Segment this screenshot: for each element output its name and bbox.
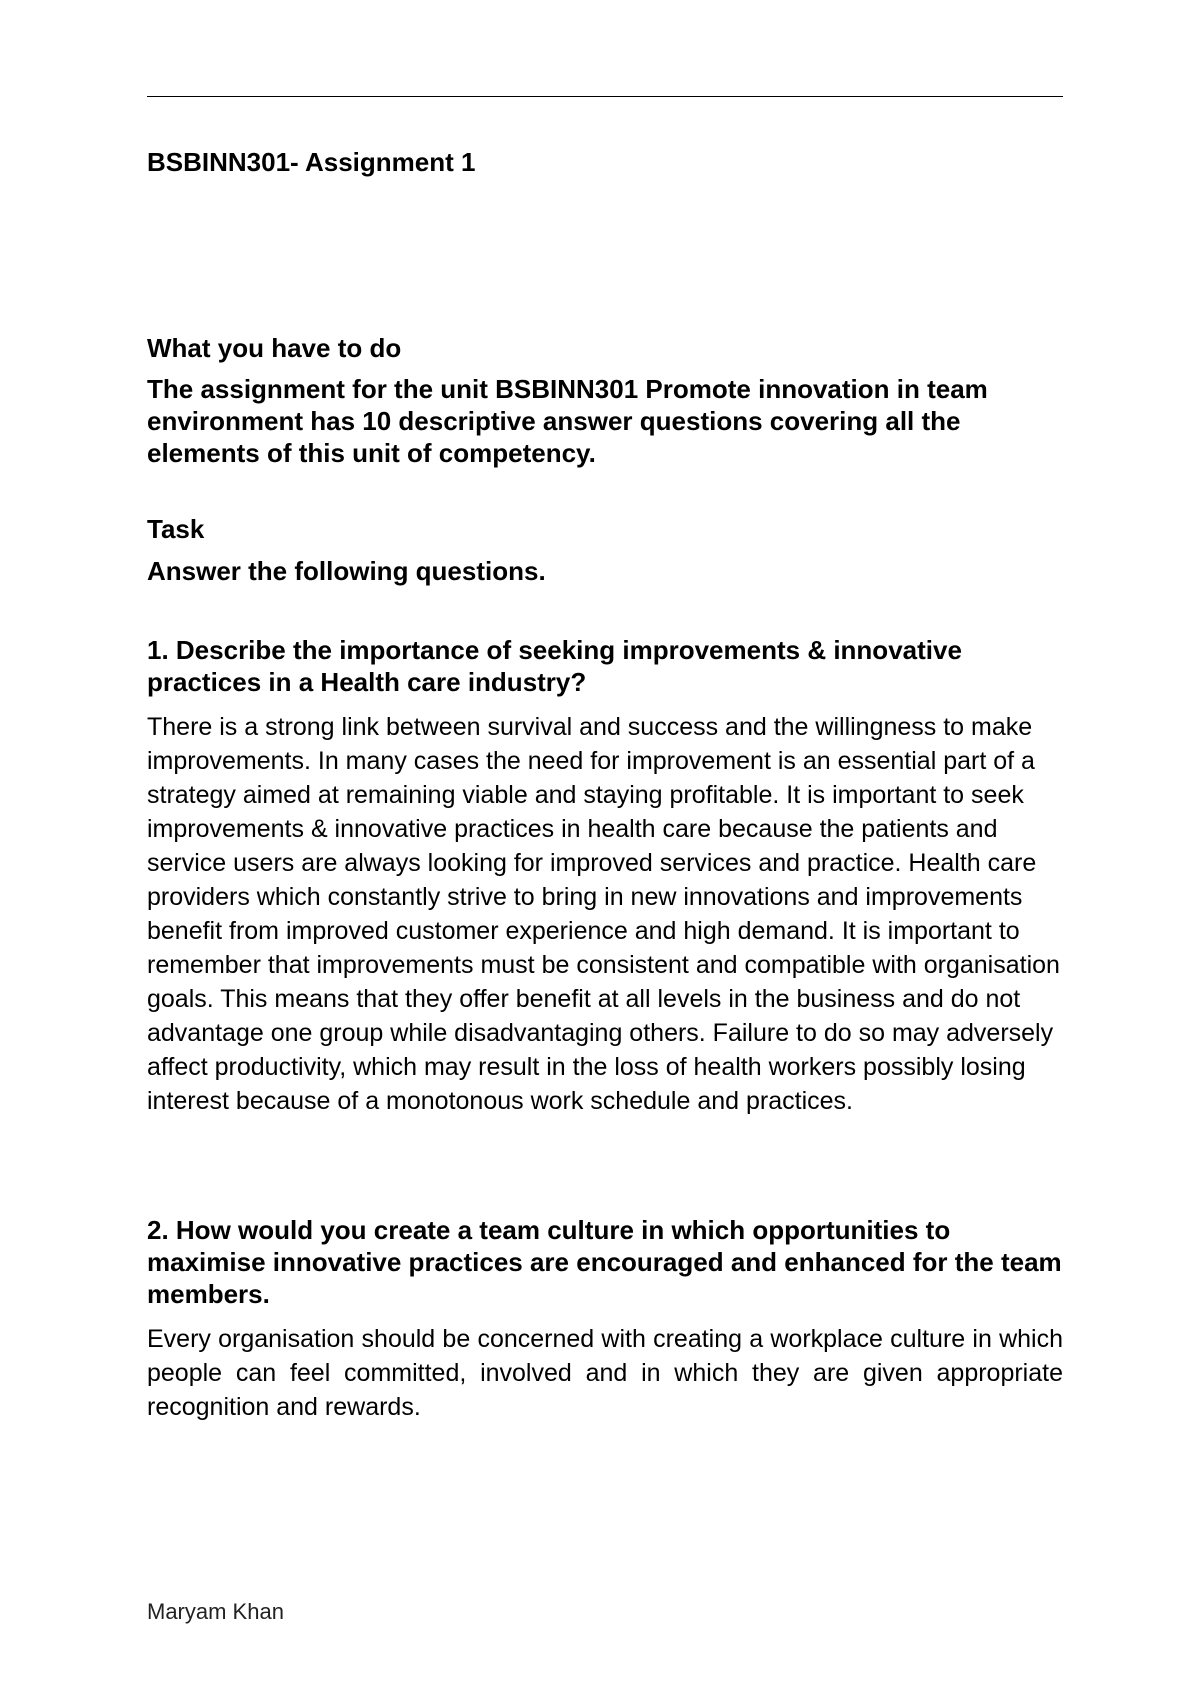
footer-author: Maryam Khan [147, 1599, 284, 1624]
answer-2: Every organisation should be concerned with creating a workplace culture in which people can feel committed, involved and in which they are given appropriate recognition and rewards. [147, 1325, 1063, 1421]
question-1: 1. Describe the importance of seeking improvements & innovative practices in a Health care industry? [147, 635, 962, 697]
document-content [147, 145, 1063, 1424]
task-heading: Task [147, 514, 205, 544]
answer-1: There is a strong link between survival and success and the willingness to make improvements. In many cases the need for improvement is an essential part of a strategy aimed at remaining viable and staying profitable. It is important to seek improvements & innovative practices in health care because the patients and service users are always looking for improved services and practice. Health care providers which constantly strive to bring in new innovations and improvements benefit from improved customer experience and high demand. It is important to remember that improvements must be consistent and compatible with organisation goals. This means that they offer benefit at all levels in the business and do not advantage one group while disadvantaging others. Failure to do so may adversely affect productivity, which may result in the loss of health workers possibly losing interest because of a monotonous work schedule and practices. [147, 713, 1060, 1115]
assignment-instructions: The assignment for the unit BSBINN301 Promote innovation in team environment has 10 descriptive answer questions covering all the elements of this unit of competency. [147, 374, 988, 468]
what-you-have-to-do-heading: What you have to do [147, 333, 402, 363]
task-instruction: Answer the following questions. [147, 556, 546, 586]
document-title: BSBINN301- Assignment 1 [147, 147, 476, 177]
header-rule [147, 96, 1063, 97]
question-2: 2. How would you create a team culture in which opportunities to maximise innovative practices are encouraged and enhanced for the team members. [147, 1215, 1062, 1309]
